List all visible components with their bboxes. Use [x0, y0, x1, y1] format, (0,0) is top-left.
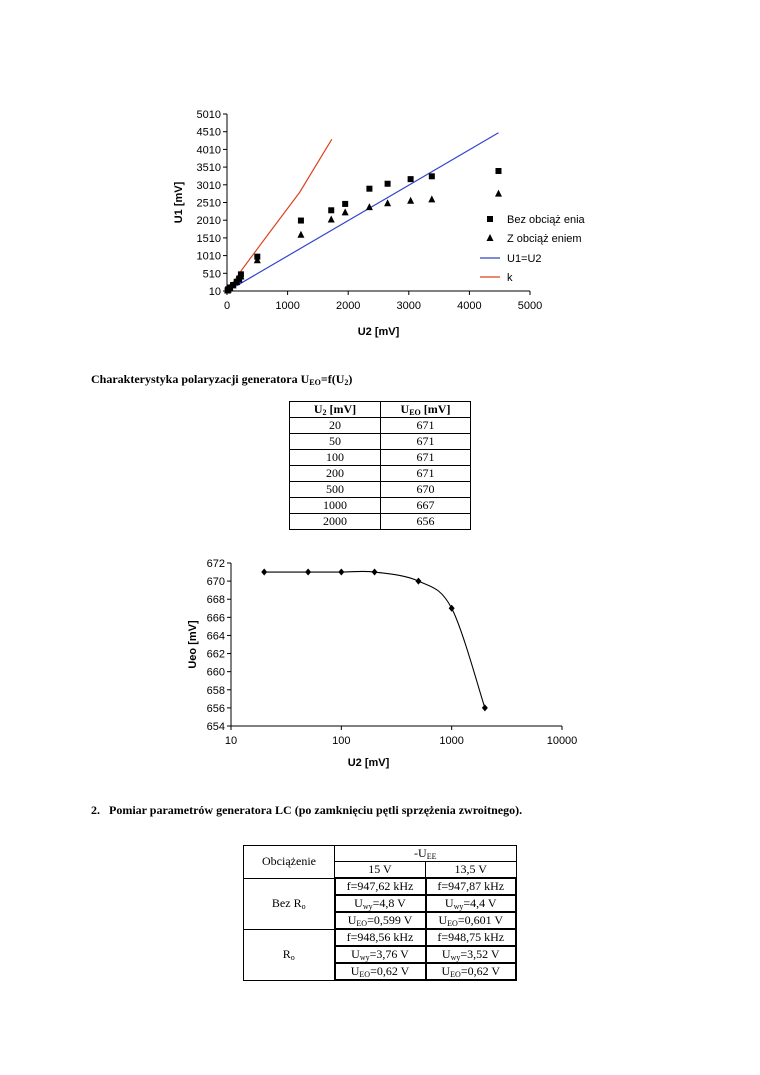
- data-point-ueo: [305, 569, 311, 576]
- x-tick-label: 4000: [457, 300, 482, 312]
- data-point-z: [495, 190, 502, 197]
- legend-label: Bez obciąż enia: [507, 214, 585, 226]
- cell-u2: 200: [290, 466, 381, 482]
- y-tick-label: 664: [206, 630, 225, 643]
- legend-marker-square: [487, 216, 493, 222]
- y-tick-label: 3010: [196, 179, 221, 192]
- cell-uwy: $U_{wy}=3,76$ V: [335, 946, 426, 963]
- volt-13-5-header: 13,5 V: [426, 862, 517, 879]
- y-tick-label: 668: [206, 594, 225, 607]
- data-point-bez: [495, 168, 501, 174]
- data-point-bez: [429, 173, 435, 179]
- x-axis-label: U2 [mV]: [357, 326, 400, 338]
- y-tick-label: 10: [208, 286, 221, 298]
- y-tick-label: 4510: [196, 126, 221, 139]
- data-point-z: [384, 199, 391, 206]
- y-tick-label: 4010: [196, 144, 221, 157]
- data-point-z: [328, 215, 335, 222]
- x-axis-label: U2 [mV]: [347, 757, 390, 769]
- x-tick-label: 0: [223, 300, 231, 312]
- col-u2-header: $U_2$ [mV]: [290, 402, 381, 418]
- table-row: [290, 482, 471, 498]
- cell-f: f=948,75 kHz: [426, 929, 517, 946]
- cell-ueo: 671: [381, 466, 471, 482]
- table-row: [290, 450, 471, 466]
- cell-ueo: $U_{EO}=0,62$ V: [335, 963, 426, 980]
- cell-u2: 500: [290, 482, 381, 498]
- data-point-bez: [342, 201, 348, 207]
- data-point-bez: [408, 176, 414, 182]
- y-tick-label: 1510: [196, 232, 221, 245]
- table-row: [290, 434, 471, 450]
- y-axis-label: Ueo [mV]: [187, 620, 199, 669]
- cell-ueo: $U_{EO}=0,62$ V: [426, 963, 517, 980]
- cell-f: f=947,87 kHz: [426, 878, 517, 895]
- data-point-ueo: [415, 578, 421, 585]
- y-tick-label: 2510: [196, 197, 221, 210]
- x-tick-label: 3000: [396, 300, 422, 312]
- ueo-vs-u2-chart: [180, 552, 600, 774]
- cell-ueo: 671: [381, 434, 471, 450]
- cell-ueo: 667: [381, 498, 471, 514]
- data-point-ueo: [449, 605, 455, 612]
- x-tick-label: 2000: [335, 300, 361, 312]
- col-ueo-header: $U_{EO}$ [mV]: [381, 402, 471, 418]
- y-tick-label: 672: [206, 558, 225, 570]
- load-header: Obciążenie: [244, 846, 335, 879]
- lc-heading: 2. Pomiar parametrów generatora LC (po zamknięciu pętli sprzężenia zwroitnego).: [91, 803, 523, 817]
- cell-uwy: $U_{wy}=4,8$ V: [335, 895, 426, 912]
- y-axis-label: U1 [mV]: [173, 181, 185, 224]
- x-tick-label: 100: [332, 735, 351, 747]
- data-point-z: [342, 208, 349, 215]
- x-tick-label: 1000: [439, 735, 464, 747]
- y-tick-label: 3510: [196, 162, 221, 175]
- x-tick-label: 5000: [517, 300, 543, 312]
- y-tick-label: 658: [206, 684, 225, 697]
- data-point-z: [428, 195, 435, 202]
- y-tick-label: 670: [206, 576, 225, 589]
- y-tick-label: 656: [206, 702, 225, 715]
- cell-f: f=948,56 kHz: [335, 929, 426, 946]
- data-point-z: [407, 197, 414, 204]
- cell-u2: 100: [290, 450, 381, 466]
- legend-label: Z obciąż eniem: [507, 233, 582, 245]
- cell-ueo: 671: [381, 418, 471, 434]
- y-tick-label: 510: [202, 268, 221, 281]
- cell-ueo: 671: [381, 450, 471, 466]
- series-line-u1-eq-u2: [228, 133, 499, 291]
- cell-ueo: $U_{EO}=0,599$ V: [335, 912, 426, 929]
- legend-marker-triangle: [487, 234, 494, 241]
- table-row: [290, 418, 471, 434]
- cell-uwy: $U_{wy}=4,4$ V: [426, 895, 517, 912]
- data-point-ueo: [261, 569, 267, 576]
- y-tick-label: 1010: [196, 250, 221, 263]
- polarization-heading: Charakterystyka polaryzacji generatora $U_{EO}=f(U_2)$: [91, 372, 353, 387]
- x-tick-label: 10000: [546, 735, 578, 747]
- cell-u2: 20: [290, 418, 381, 434]
- legend-label: U1=U2: [507, 253, 542, 265]
- y-tick-label: 5010: [196, 109, 221, 121]
- data-point-ueo: [338, 569, 344, 576]
- y-tick-label: 660: [206, 666, 225, 679]
- series-line-k: [228, 139, 332, 291]
- cell-u2: 2000: [290, 514, 381, 530]
- lc-table: [243, 845, 517, 981]
- legend-label: k: [507, 272, 513, 284]
- x-tick-label: 1000: [275, 300, 300, 312]
- table-row: [290, 466, 471, 482]
- data-point-ueo: [372, 569, 378, 576]
- cell-uwy: $U_{wy}=3,52$ V: [426, 946, 517, 963]
- cell-u2: 1000: [290, 498, 381, 514]
- cell-f: f=947,62 kHz: [335, 878, 426, 895]
- cell-u2: 50: [290, 434, 381, 450]
- group-ro: $R_o$: [244, 929, 335, 980]
- y-tick-label: 666: [206, 612, 225, 625]
- u1-vs-u2-chart: [160, 105, 600, 345]
- group-bez-ro: Bez $R_o$: [244, 878, 335, 929]
- volt-15-header: 15 V: [335, 862, 426, 879]
- data-point-ueo: [482, 704, 488, 711]
- table-row: [290, 498, 471, 514]
- table-row: [290, 514, 471, 530]
- cell-ueo: 670: [381, 482, 471, 498]
- series-line-ueo: [264, 571, 485, 708]
- y-tick-label: 654: [206, 721, 225, 733]
- y-tick-label: 662: [206, 648, 225, 661]
- data-point-bez: [366, 186, 372, 192]
- data-point-z: [297, 231, 304, 238]
- x-tick-label: 10: [224, 735, 238, 747]
- data-point-bez: [298, 218, 304, 224]
- data-point-bez: [385, 181, 391, 187]
- cell-ueo: $U_{EO}=0,601$ V: [426, 912, 517, 929]
- uee-header: $-U_{EE}$: [335, 846, 517, 862]
- data-point-bez: [328, 207, 334, 213]
- y-tick-label: 2010: [196, 215, 221, 228]
- cell-ueo: 656: [381, 514, 471, 530]
- polarization-table: [289, 401, 471, 530]
